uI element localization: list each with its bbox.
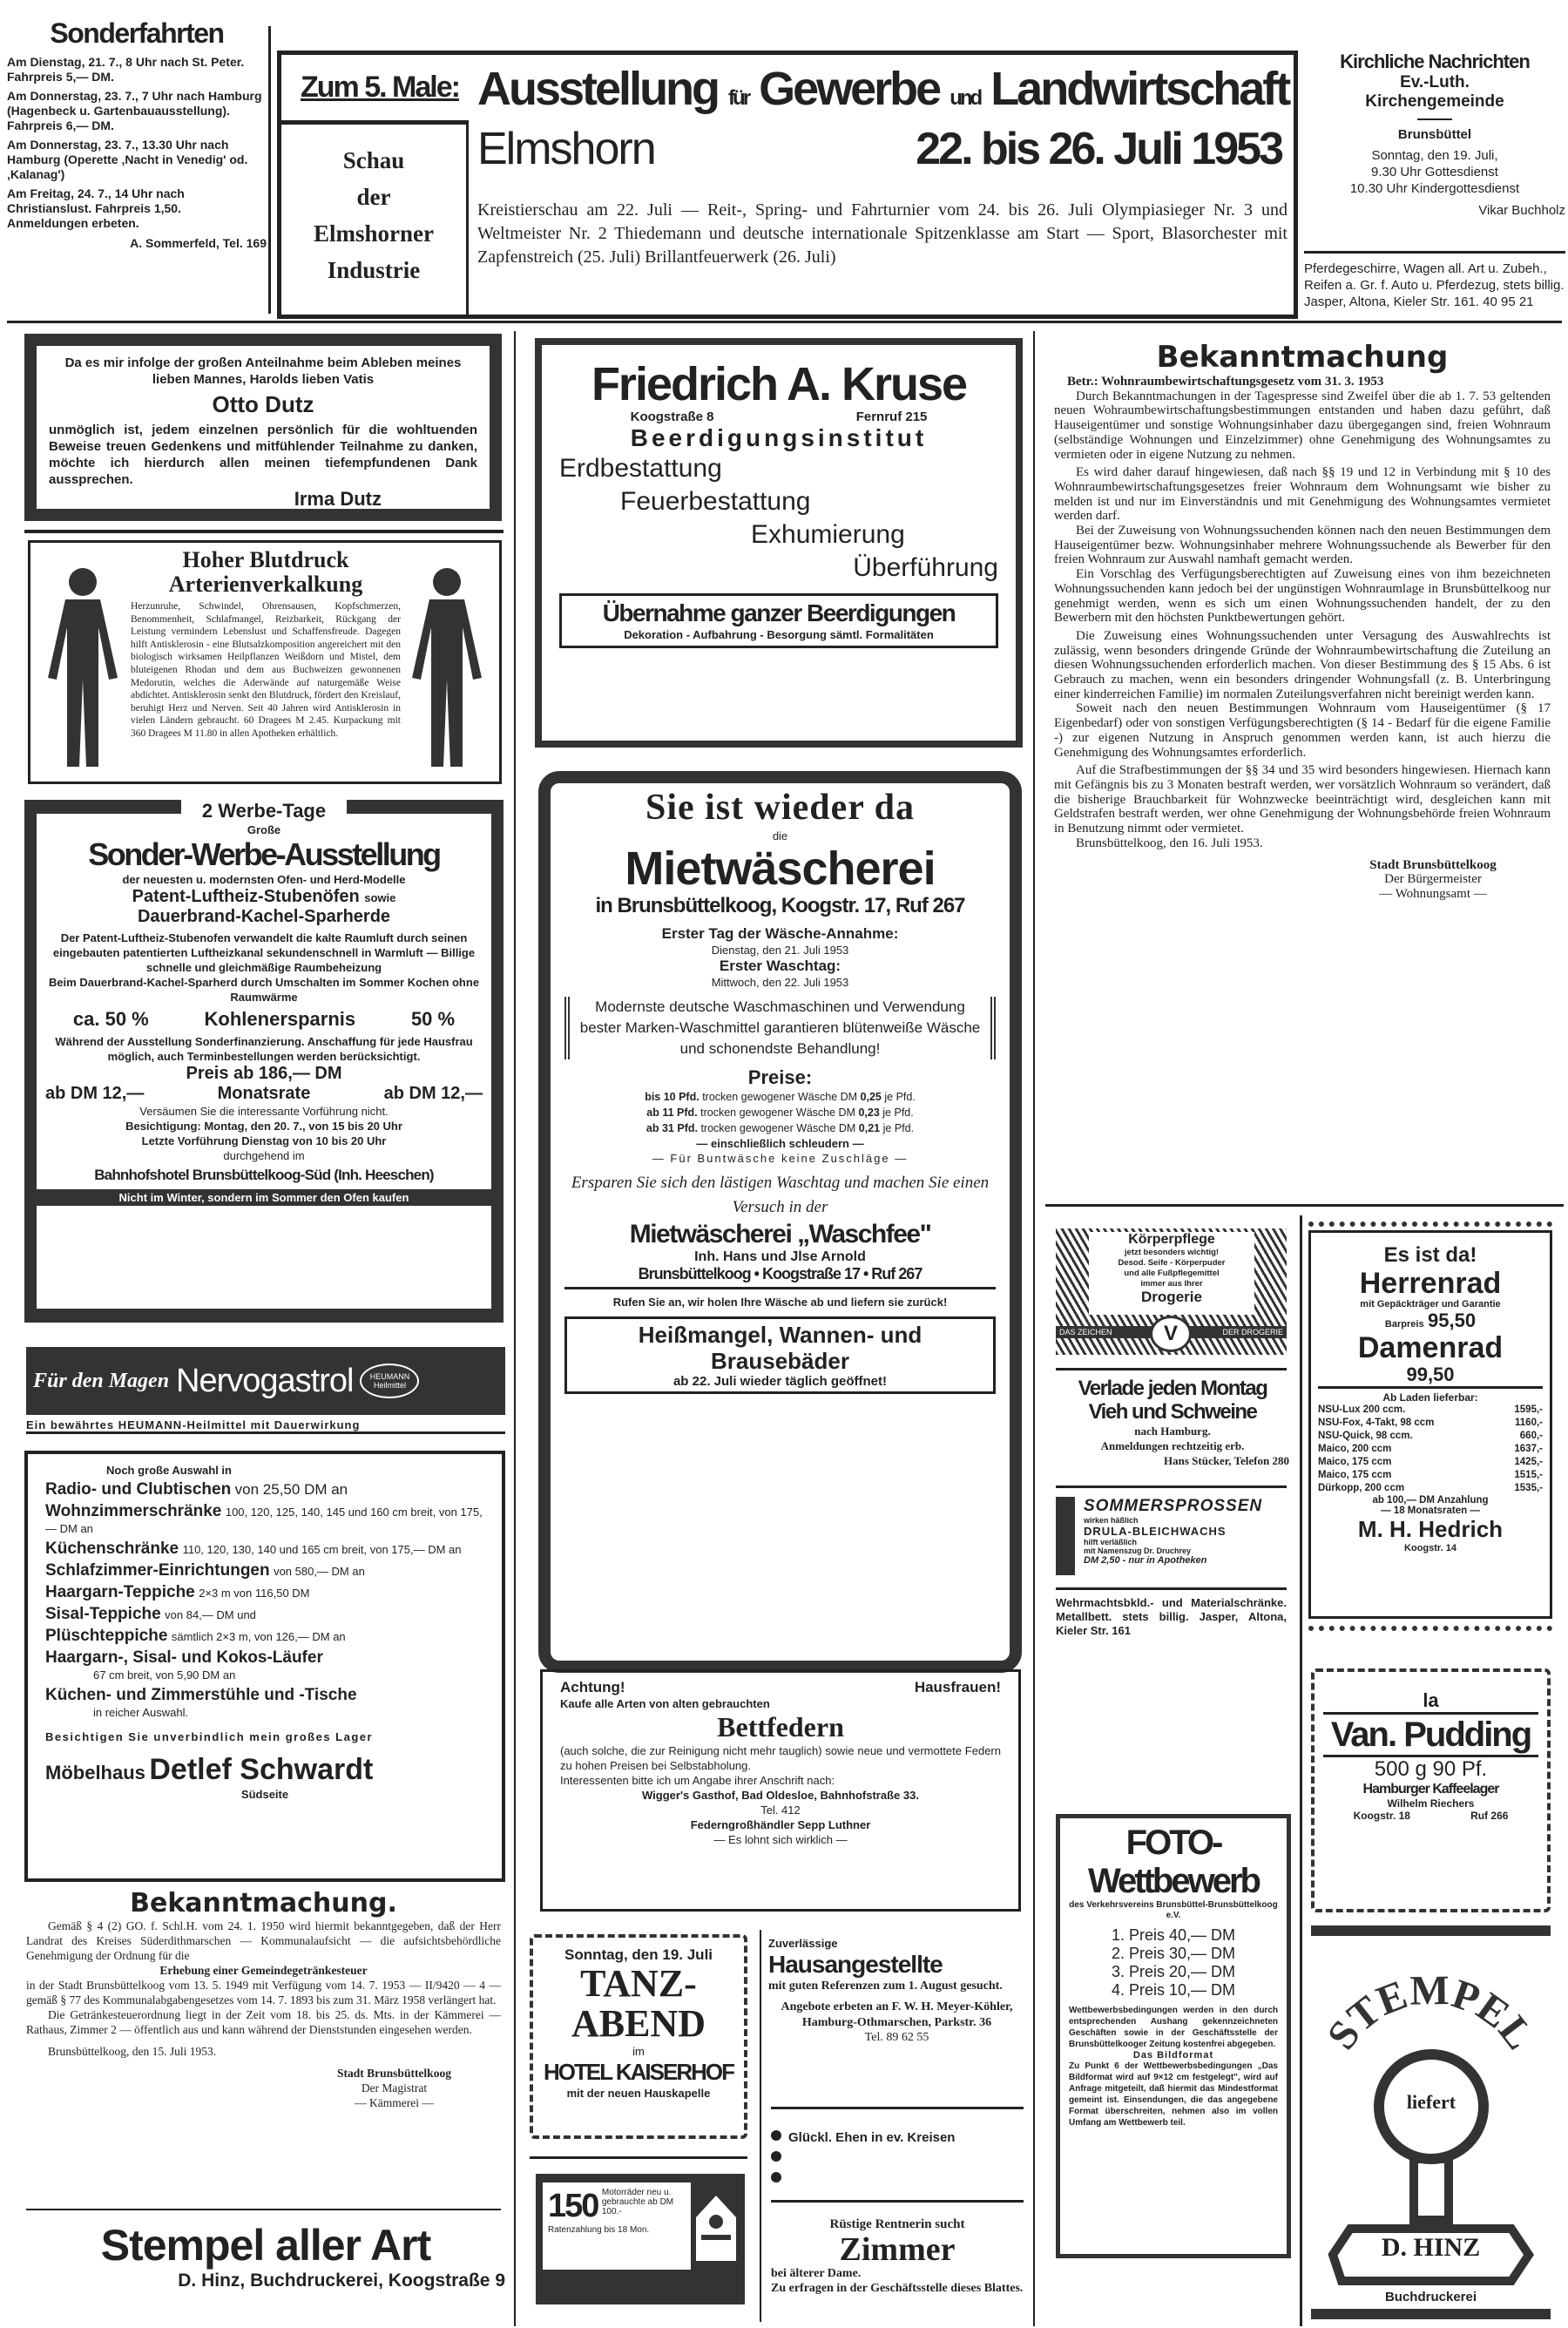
kirche-sign: Vikar Buchholz (1478, 203, 1565, 218)
ad-pudding (1311, 1668, 1551, 1912)
zimmer-text: bei älterer Dame. (771, 2267, 862, 2280)
foto-title: Wettbewerb (1088, 1862, 1259, 1900)
ad-drogerie (1056, 1228, 1287, 1355)
bike-price: 1515,- (1514, 1470, 1543, 1480)
moebel-detail: 110, 120, 130, 140 und 165 cm breit, von 175,— DM an (182, 1543, 462, 1556)
divider (1300, 1215, 1302, 2326)
nervo-brand: Nervogastrol (176, 1362, 354, 1399)
werbe-hotel: Bahnhofshotel Brunsbüttelkoog-Süd (Inh. Heeschen) (94, 1167, 434, 1183)
moebel-item: Wohnzimmerschränke (45, 1502, 222, 1520)
moebel-detail: von 580,— DM an (274, 1565, 365, 1578)
moebel-intro: Noch große Auswahl in (106, 1464, 232, 1477)
notice-paragraph: Ein Vorschlag des Verfügungsberechtigten auf Zuweisung eines von ihm bezeichneten Wohnungssuchenden kann jedoch bei der ungünstigen Wohnraumlage in Brunsbüttelkoog nur genehmigt werden, wenn es sich um einen Wohnungssuchenden handelt, der zu den Bewerbern mit den höchsten Punktbewertungen gehört. (1054, 567, 1551, 626)
ad-zimmer (771, 2217, 1024, 2296)
waesche-modern: Modernste deutsche Waschmaschinen und Verwendung bester Marken-Waschmittel garantieren blütenweiße Wäsche und schonendste Behandlung! (564, 997, 996, 1059)
moebel-item: Radio- und Clubtischen (45, 1480, 232, 1499)
verlade-text: Anmeldungen rechtzeitig erb. (1100, 1439, 1245, 1452)
waesche-die: die (772, 829, 788, 843)
kirche-title: Kirchliche Nachrichten (1340, 51, 1530, 72)
moebel-detail: 100, 120, 125, 140, 145 und 160 cm breit, von 175,— DM an (45, 1506, 483, 1535)
notice-title: Bekanntmachung. (130, 1888, 397, 1919)
schau-line: Elmshorner (314, 220, 434, 247)
title-word: für (728, 86, 749, 110)
ad-motorraeder (536, 2174, 745, 2304)
kruse-tel: Fernruf 215 (855, 409, 928, 424)
title-word: Gewerbe (759, 63, 940, 115)
divider (268, 26, 271, 314)
kruse-institute: Beerdigungsinstitut (630, 424, 928, 451)
bettfedern-right: Hausfrauen! (914, 1679, 1001, 1695)
kirche-place: Brunsbüttel (1397, 127, 1472, 142)
divider (24, 530, 504, 533)
notice-betr: Betr.: Wohnraumbewirtschaftungsgesetz vom 31. 3. 1953 (1067, 375, 1384, 389)
werbe-saving: Kohlenersparnis (204, 1008, 356, 1030)
waesche-name2: Mietwäscherei „Waschfee" (629, 1220, 931, 1249)
trip-item: Am Dienstag, 21. 7., 8 Uhr nach St. Peter. Fahrpreis 5,— DM. (7, 55, 245, 84)
trip-item: Am Freitag, 24. 7., 14 Uhr nach Christianslust. Fahrpreis 1,50. (7, 186, 185, 215)
notice-paragraph: Soweit nach den neuen Bestimmungen Wohnraum vom Hauseigentümer (§ 17 Eigenbedarf) oder von sonstigen Verfügungsberechtigten (§ 14 - Bedarf für die eigene Familie -) zur eigenen Nutzung in Anspruch genommen werden kann, ist auch hierzu die Genehmigung des Wohnungsamtes erforderlich. (1054, 701, 1551, 760)
nervo-left: Für den Magen (33, 1369, 170, 1392)
werbe-note: Besichtigung: Montag, den 20. 7., von 15 bis 20 Uhr (125, 1120, 402, 1133)
ad-kirche (1304, 51, 1565, 219)
foto-text: Wettbewerbsbedingungen werden in den durch entsprechenden Aushang gekennzeichneten Geschäften sowie in der Geschäftsstelle der Brunsbüttelkooger Zeitung kostenfrei abgegeben. (1069, 2006, 1278, 2049)
rad-firm: M. H. Hedrich (1357, 1516, 1504, 1542)
moebel-item: Schlafzimmer-Einrichtungen (45, 1561, 270, 1580)
zimmer-text: Zu erfragen in der Geschäftsstelle dieses Blattes. (771, 2282, 1024, 2295)
title-word: und (950, 86, 981, 110)
kirche-sub: Ev.-Luth. (1400, 73, 1470, 91)
notice-date: Brunsbüttelkoog, den 15. Juli 1953. (48, 2045, 217, 2058)
verlade-title: Verlade jeden Montag (1078, 1377, 1267, 1400)
waesche-label: Erster Waschtag: (719, 958, 841, 974)
werbe-grosse: Große (247, 823, 281, 836)
ad-stempel-aller-art (26, 2220, 505, 2291)
moebel-item: Haargarn-Teppiche (45, 1583, 195, 1601)
rad-anzahlung: ab 100,— DM Anzahlung (1372, 1495, 1489, 1506)
bike-model: Maico, 175 ccm (1318, 1457, 1392, 1467)
bettfedern-title: Bettfedern (717, 1711, 844, 1743)
moebel-detail: von 84,— DM und (165, 1608, 256, 1621)
bettfedern-text: Interessenten bitte ich um Angabe ihrer Anschrift nach: (560, 1774, 835, 1787)
ad-ausstellung (277, 51, 1298, 319)
moebel-item: Küchenschränke (45, 1540, 179, 1558)
rad-damen: Damenrad (1357, 1331, 1504, 1364)
notice-sign: Der Bürgermeister (1384, 872, 1482, 887)
bettfedern-left: Achtung! (560, 1679, 625, 1695)
moebel-detail: 67 cm breit, von 5,90 DM an (93, 1668, 236, 1682)
rad-price: 99,50 (1318, 1364, 1543, 1389)
sommer-title: SOMMERSPROSSEN (1084, 1497, 1263, 1515)
tanz-hotel: HOTEL KAISERHOF (544, 2059, 733, 2085)
body-figure-icon (39, 560, 126, 774)
kirche-line: 10.30 Uhr Kindergottesdienst (1349, 181, 1520, 196)
ad-fotowettbewerb (1056, 1814, 1291, 2258)
divider (771, 2200, 1024, 2203)
notice-sign: Der Magistrat (361, 2081, 428, 2095)
ausstellung-prefix: Zum 5. Male: (301, 71, 459, 104)
kirche-date: Sonntag, den 19. Juli, (1371, 148, 1498, 163)
rad-headline: Es ist da! (1383, 1243, 1477, 1267)
price-weight: ab 11 Pfd. (646, 1106, 698, 1119)
notice-date: Brunsbüttelkoog, den 16. Juli 1953. (1076, 836, 1263, 850)
bike-model: NSU-Lux 200 ccm. (1318, 1404, 1406, 1415)
price-value: 0,21 (858, 1122, 881, 1134)
waesche-badsub: ab 22. Juli wieder täglich geöffnet! (672, 1374, 888, 1389)
sonderfahrten-title: Sonderfahrten (50, 17, 224, 49)
pudding-addr: Koogstr. 18 (1353, 1810, 1410, 1822)
werbe-foot: Nicht im Winter, sondern im Sommer den Ofen kaufen (37, 1189, 491, 1206)
pudding-la: la (1423, 1689, 1439, 1711)
ad-hedrich (1308, 1222, 1552, 1631)
waesche-script: Ersparen Sie sich den lästigen Waschtag und machen Sie einen Versuch in der (571, 1174, 990, 1216)
title-word: Ausstellung (477, 63, 719, 115)
tanz-title: ABEND (571, 2002, 706, 2045)
ad-mietwaescherei (538, 771, 1022, 1673)
kirche-sub: Kirchengemeinde (1365, 92, 1504, 111)
drogerie-label: DAS ZEICHEN (1059, 1328, 1112, 1337)
price-weight: ab 31 Pfd. (645, 1122, 698, 1134)
haus-text: mit guten Referenzen zum 1. August gesucht. (768, 1979, 1003, 1993)
bike-price: 1160,- (1515, 1418, 1543, 1428)
stempel-title: Stempel aller Art (100, 2221, 431, 2270)
moebel-pre: Möbelhaus (45, 1762, 145, 1783)
rad-price: 95,50 (1428, 1310, 1477, 1331)
blutdruck-title: Arterienverkalkung (168, 572, 363, 597)
werbe-rate: ab DM 12,— (45, 1084, 145, 1103)
stamp-sub: Buchdruckerei (1384, 2290, 1477, 2304)
notice-paragraph: Die Getränkesteuerordnung liegt in der Zeit vom 18. bis 25. ds. Mts. in der Kämmerei — Rathaus, Zimmer 2 — öffentlich aus und kann während der Dienststunden eingesehen werden. (26, 2008, 501, 2036)
werbe-sowie: sowie (364, 891, 396, 904)
drogerie-line: Desod. Seife - Körperpuder (1118, 1258, 1226, 1268)
verlade-title: Vieh und Schweine (1088, 1400, 1257, 1424)
moebel-name: Detlef Schwardt (149, 1753, 374, 1786)
ad-pferdegeschirre: Pferdegeschirre, Wagen all. Art u. Zubeh., Reifen a. Gr. f. Auto u. Pferdezug, stets billig. Jasper, Altona, Kieler Str. 161. 40 95 21 (1304, 251, 1565, 310)
schau-line: Industrie (327, 257, 421, 283)
heumann-logo: HEUMANN Heilmittel (360, 1364, 419, 1398)
price-unit: je Pfd. (882, 1106, 914, 1119)
foto-title: FOTO- (1125, 1824, 1221, 1862)
notice-sign: Stadt Brunsbüttelkoog (337, 2067, 451, 2080)
foto-prize: 4. Preis 10,— DM (1111, 1981, 1236, 1999)
notice-wohnraum (1054, 340, 1551, 902)
notice-paragraph: Bei der Zuweisung von Wohnungssuchenden können nach den neuen Bestimmungen dem Hauseigentümer bezw. Wohnungsinhaber mehrere Wohnungssuchende als Bewerber für den freien Wohnraum zur Auswahl namhaft gemacht werden. (1054, 524, 1551, 567)
bettfedern-text: Kaufe alle Arten von alten gebrauchten (560, 1697, 770, 1710)
werbe-rate: Monatsrate (217, 1084, 311, 1103)
blutdruck-body: Herzunruhe, Schwindel, Ohrensausen, Kopfschmerzen, Benommenheit, Schlafmangel, Reizbarkeit, Rückgang der Leistung vermindern Lebenslust und Schaffensfreude. Dagegen hilft Antisklerosin - eine Blutsalzkomposition angereichert mit den biologisch wirksamen Heilpflanzen Weißdorn und Mistel, dem bluteigenen Rhodan und dem aus Buchweizen gewonnenen Medorutin, welches die Aderwände auf naturgemäße Weise abdichtet. Antisklerosin senkt den Blutdruck, fördert den Kreislauf, beruhigt Herz und Nerven. Seit 40 Jahren wird Antisklerosin in vielen Ländern gebraucht. 60 Dragees M 2.45. Kurpackung mit 360 Dragees M 11.80 in allen Apotheken erhältlich. (131, 601, 401, 739)
notice-sign: — Wohnungsamt — (1379, 886, 1487, 901)
price-text: trocken gewogener Wäsche DM (700, 1122, 856, 1134)
divider (1311, 1925, 1551, 1936)
moebel-detail: in reicher Auswahl. (93, 1706, 189, 1719)
divider (514, 331, 516, 2326)
divider (1056, 1485, 1287, 1488)
bike-price: 1637,- (1514, 1444, 1543, 1454)
body-figure-icon (403, 560, 490, 774)
drogerie-title: Körperpflege (1128, 1232, 1215, 1247)
ad-stempel-hinz (1311, 1941, 1551, 2307)
tanz-title: TANZ- (580, 1962, 697, 2005)
haus-pre: Zuverlässige (768, 1937, 838, 1950)
motorrad-text: Motorräder neu u. gebrauchte ab DM 100.- (601, 2188, 674, 2216)
kruse-service: Feuerbestattung (620, 487, 811, 516)
notice-getraenkesteuer (26, 1889, 501, 2110)
waesche-addr: in Brunsbüttelkoog, Koogstr. 17, Ruf 267 (595, 894, 965, 917)
sommer-line: wirken häßlich (1084, 1516, 1139, 1525)
price-text: trocken gewogener Wäsche DM (702, 1091, 858, 1103)
divider (1033, 331, 1035, 2326)
foto-prize: 3. Preis 20,— DM (1111, 1963, 1236, 1980)
moebel-detail: von 25,50 DM an (234, 1481, 348, 1498)
kirche-line: 9.30 Uhr Gottesdienst (1371, 165, 1498, 179)
rad-bar: Barpreis (1384, 1319, 1424, 1330)
waesche-label: Erster Tag der Wäsche-Annahme: (661, 925, 899, 942)
waesche-name: Mietwäscherei (625, 843, 936, 895)
pudding-tel: Ruf 266 (1470, 1810, 1509, 1822)
drogerie-logo-icon: V (1150, 1316, 1192, 1352)
price-value: 0,23 (858, 1106, 880, 1119)
notice-paragraph: Auf die Strafbestimmungen der §§ 34 und 35 wird besonders hingewiesen. Hiernach kann mit Gefängnis bis zu 3 Monaten bestraft werden, wer vorsätzlich Wohnraum so verändert, daß die bisherige Brauchbarkeit für Wohnzwecke beeinträchtigt wird, desgleichen kann mit Geldstrafen bestraft werden, wer ohne Genehmigung der Wohnungsbehörde freien Wohnraum in Benutzung nimmt oder vermietet. (1054, 763, 1551, 836)
dutz-intro: Da es mir infolge der großen Anteilnahme beim Ableben meines lieben Mannes, Harolds lieben Vatis (64, 355, 462, 387)
ad-sonderfahrten (7, 17, 267, 251)
blutdruck-title: Hoher Blutdruck (182, 547, 349, 572)
rad-mit: mit Gepäckträger und Garantie (1360, 1299, 1501, 1310)
divider (530, 2156, 747, 2159)
stamp-arc-text: STEMPEL (1318, 1967, 1544, 2058)
waesche-bad: Heißmangel, Wannen- und Brausebäder (638, 1322, 923, 1374)
price-unit: je Pfd. (884, 1091, 916, 1103)
rad-raten: — 18 Monatsraten — (1381, 1506, 1480, 1516)
ad-moebelhaus (24, 1451, 505, 1882)
ad-bettfedern (540, 1669, 1021, 1912)
werbe-title: Sonder-Werbe-Ausstellung (88, 836, 440, 872)
notice-title: Bekanntmachung (1156, 340, 1449, 375)
notice-sign: — Kämmerei — (355, 2096, 434, 2109)
werbe-desc: Während der Ausstellung Sonderfinanzierung. Anschaffung für jede Hausfrau möglich, auch Terminbestellungen werden berücksichtigt. (55, 1035, 473, 1063)
price-weight: bis 10 Pfd. (645, 1091, 700, 1103)
ad-verlade (1056, 1377, 1289, 1468)
pudding-title: Van. Pudding (1323, 1712, 1538, 1757)
werbe-saving: ca. 50 % (72, 1008, 149, 1030)
kruse-boxsub: Dekoration - Aufbahrung - Besorgung sämtl. Formalitäten (624, 628, 934, 641)
tanz-im: im (632, 2045, 645, 2058)
haus-title: Hausangestellte (768, 1951, 943, 1978)
notice-paragraph: in der Stadt Brunsbüttelkoog vom 13. 5. 1949 mit Verfügung vom 14. 7. 1953 — II/9420 — 4 — gemäß § 77 des Kommunalabgabengesetzes vom 14. 7. 1893 bis zum 31. März 1958 verlängert hat. (26, 1979, 501, 2007)
drogerie-line: und alle Fußpflegemittel (1124, 1269, 1220, 1278)
moebel-cta: Besichtigen Sie unverbindlich mein großes Lager (45, 1730, 374, 1743)
notice-bold: Erhebung einer Gemeindegetränkesteuer (159, 1964, 368, 1977)
ad-hausangestellte (768, 1936, 1025, 2045)
trip-note: Anmeldungen erbeten. (7, 216, 139, 230)
werbe-product: Dauerbrand-Kachel-Sparherde (137, 907, 391, 926)
pudding-price: 500 g 90 Pf. (1374, 1757, 1488, 1781)
ad-nervogastrol (26, 1347, 505, 1443)
werbe-sub: der neuesten u. modernsten Ofen- und Herd-Modelle (122, 873, 406, 886)
schau-box (281, 120, 469, 316)
bettfedern-sign: Federngroßhändler Sepp Luthner (690, 1818, 871, 1831)
bike-model: Maico, 200 ccm (1318, 1444, 1392, 1454)
ausstellung-title (477, 62, 1288, 116)
house-logo-icon (694, 2191, 738, 2261)
werbe-note: Versäumen Sie die interessante Vorführung nicht. (139, 1105, 389, 1118)
svg-text:STEMPEL (1318, 1967, 1543, 2058)
notice-paragraph: Durch Bekanntmachungen in der Tagespresse sind Zweifel über die ab 1. 7. 53 geltenden neuen Wohraumbewirtschaftungsbestimmungen entstanden und haben dazu geführt, daß Hauseigentümer und sonstige Wohnungsinhaber dazu übergegangen sind, freien Wohnraum (selbständige Wohnungen und Einzelzimmer) ohne Genehmigung des Wohnungsamtes zu vermieten oder in eigene Nutzung zu nehmen. (1054, 389, 1551, 462)
schau-line: der (356, 184, 391, 210)
ad-kruse (535, 338, 1023, 748)
moebel-list (45, 1480, 484, 1721)
zimmer-title: Zimmer (839, 2231, 956, 2268)
price-text: trocken gewogener Wäsche DM (700, 1106, 855, 1119)
waesche-date: Dienstag, den 21. Juli 1953 (711, 944, 849, 957)
bike-price: 1535,- (1514, 1483, 1543, 1493)
ausstellung-body: Kreistierschau am 22. Juli — Reit-, Spring- und Fahrturnier vom 24. bis 26. Juli Olympiasieger Nr. 3 und Weltmeister Nr. 2 Thiedemann und deutsche internationale Spitzenklasse am Start — Sport, Blasorchester mit Zapfenstreich (25. Juli) Brillantfeuerwerk (26. Juli) (477, 200, 1288, 267)
dutz-name: Otto Dutz (212, 391, 314, 417)
divider (760, 1930, 761, 2322)
kruse-service: Exhumierung (751, 520, 905, 549)
werbe-note: durchgehend im (223, 1149, 305, 1162)
waesche-headline: Sie ist wieder da (645, 788, 916, 828)
notice-paragraph: Die Zuweisung eines Wohnungssuchenden unter Versagung des Auswahlrechts ist zulässig, wenn besonders dringende Gründe der Wohnraumbewirtschaftung die Zuteilung an diesen Wohnungssuchenden erforderlich machen. Von dieser Bestimmung des § 15 Abs. 6 ist Gebrauch zu machen, wenn ein besonders dringender Wohnungsfall (z. B. Unterbringung einer kinderreichen Familie) im normalen Zuteilungsverfahren nicht bereinigt werden kann. (1054, 628, 1551, 701)
bettfedern-addr: Wigger's Gasthof, Bad Oldesloe, Bahnhofstraße 33. (642, 1789, 919, 1802)
drogerie-label: DER DROGERIE (1222, 1328, 1283, 1337)
moebel-item: Plüschteppiche (45, 1627, 168, 1645)
rad-addr: Koogstr. 14 (1404, 1543, 1456, 1553)
bike-model: Dürkopp, 200 ccm (1318, 1483, 1405, 1493)
haus-addr: Angebote erbeten an F. W. H. Meyer-Köhler, Hamburg-Othmarschen, Parkstr. 36 (781, 2000, 1013, 2029)
ad-werbetage (24, 800, 504, 1323)
waesche-ruf: Rufen Sie an, wir holen Ihre Wäsche ab und liefern sie zurück! (612, 1296, 948, 1309)
kruse-box: Übernahme ganzer Beerdigungen (602, 599, 956, 626)
pudding-firm: Hamburger Kaffeelager (1362, 1782, 1499, 1797)
moebel-item: Sisal-Teppiche (45, 1605, 161, 1623)
divider (771, 2107, 1024, 2109)
ausstellung-city: Elmshorn (477, 124, 655, 174)
sommer-price: DM 2,50 - nur in Apotheken (1084, 1555, 1207, 1566)
kruse-service: Überführung (853, 553, 998, 582)
bettfedern-foot: — Es lohnt sich wirklich — (713, 1833, 848, 1846)
divider (1056, 1368, 1287, 1370)
bike-model: NSU-Quick, 98 ccm. (1318, 1431, 1413, 1441)
werbe-tag: 2 Werbe-Tage (181, 800, 347, 822)
motorrad-raten: Ratenzahlung bis 18 Mon. (548, 2225, 650, 2235)
stempel-sub: D. Hinz, Buchdruckerei, Koogstraße 9 (178, 2270, 505, 2291)
stamp-name: D. HINZ (1381, 2233, 1481, 2262)
foto-sub: des Verkehrsvereins Brunsbüttel-Brunsbüttelkoog e.V. (1069, 1900, 1278, 1920)
ad-tanzabend (530, 1934, 747, 2139)
foto-text: Zu Punkt 6 der Wettbewerbsbedingungen „Das Bildformat wird auf 9×12 cm festgelegt", wird auf Anfrage mitgeteilt, daß hiermit das Mindestformat gemeint ist. Einsendungen, die das angegebene Format überschreiten, nehmen also im vollen Umfang am Wettbewerb teil. (1069, 2061, 1278, 2128)
bike-price: 660,- (1519, 1431, 1543, 1441)
trip-item: Am Donnerstag, 23. 7., 7 Uhr nach Hamburg (Hagenbeck u. Gartenbauausstellung). Fahrpreis 6,— DM. (7, 89, 262, 132)
kruse-name: Friedrich A. Kruse (591, 358, 967, 410)
divider (26, 2209, 501, 2210)
moebel-item: Haargarn-, Sisal- und Kokos-Läufer (45, 1648, 323, 1667)
moebel-detail: sämtlich 2×3 m, von 126,— DM an (171, 1630, 346, 1643)
foto-prize: 2. Preis 30,— DM (1111, 1945, 1236, 1962)
sommer-line: hilft verläßlich (1084, 1538, 1138, 1546)
waesche-owner: Inh. Hans und Jlse Arnold (694, 1249, 866, 1264)
haus-tel: Tel. 89 62 55 (864, 2031, 929, 2044)
notice-sign: Stadt Brunsbüttelkoog (1369, 857, 1497, 872)
bettfedern-text: (auch solche, die zur Reinigung nicht mehr tauglich) sowie neue und vermottete Federn zu hohen Preisen bei Selbstabholung. (560, 1744, 1001, 1772)
tanz-sub: mit der neuen Hauskapelle (566, 2087, 711, 2100)
dutz-sign: Irma Dutz (294, 488, 382, 510)
werbe-saving: 50 % (410, 1008, 456, 1030)
zimmer-pre: Rüstige Rentnerin sucht (829, 2217, 965, 2231)
divider (1311, 2309, 1551, 2319)
stamp-liefert: liefert (1406, 2091, 1456, 2113)
werbe-rate: ab DM 12,— (383, 1084, 483, 1103)
waesche-note: — Für Buntwäsche keine Zuschläge — (652, 1152, 909, 1165)
waesche-addr2: Brunsbüttelkoog • Koogstraße 17 • Ruf 267 (564, 1265, 996, 1289)
waesche-note: — einschließlich schleudern — (696, 1137, 864, 1150)
ad-dutz (24, 334, 502, 521)
bettfedern-tel: Tel. 412 (760, 1804, 801, 1817)
drogerie-line: immer aus Ihrer (1140, 1279, 1203, 1289)
bike-model: NSU-Fox, 4-Takt, 98 ccm (1318, 1418, 1435, 1428)
verlade-text: nach Hamburg. (1134, 1425, 1211, 1438)
rad-laden: Ab Laden lieferbar: (1382, 1391, 1478, 1404)
bike-price: 1595,- (1514, 1404, 1543, 1415)
price-unit: je Pfd. (882, 1122, 915, 1134)
rad-herren: Herrenrad (1359, 1267, 1502, 1300)
sommer-brand: DRULA-BLEICHWACHS (1084, 1525, 1227, 1538)
notice-paragraph: Gemäß § 4 (2) GO. f. Schl.H. vom 24. 1. 1950 wird hiermit bekanntgegeben, daß der Herr Landrat des Kreises Süderdithmarschen — Kommunalaufsicht — die aufsichtsbehördliche Genehmigung der Ordnung für die (26, 1919, 501, 1962)
nervo-tag: Ein bewährtes HEUMANN-Heilmittel mit Dauerwirkung (26, 1418, 505, 1434)
werbe-product: Patent-Luftheiz-Stubenöfen (132, 887, 360, 906)
trip-item: Am Donnerstag, 23. 7., 13.30 Uhr nach Hamburg (Operette ‚Nacht in Venedig' od. ‚Kalanag') (7, 138, 248, 181)
waesche-preise: Preise: (747, 1066, 813, 1088)
schau-line: Schau (342, 147, 405, 173)
trip-sign: A. Sommerfeld, Tel. 169 (130, 236, 267, 250)
waesche-date: Mittwoch, den 22. Juli 1953 (711, 976, 849, 989)
bike-price: 1425,- (1514, 1457, 1543, 1467)
foto-prize: 1. Preis 40,— DM (1111, 1926, 1236, 1944)
dutz-body: unmöglich ist, jedem einzelnen persönlich für die wohltuenden Beweise treuen Gedenkens und mitfühlender Teilnahme zu danken, möchte ich hierdurch allen meinen tiefempfundenen Dank aussprechen. (49, 423, 477, 487)
pudding-owner: Wilhelm Riechers (1387, 1797, 1475, 1810)
drogerie-name: Drogerie (1141, 1289, 1202, 1305)
divider (1056, 1587, 1287, 1590)
motorrad-number: 150 (548, 2188, 598, 2224)
kruse-addr: Koogstraße 8 (630, 409, 714, 424)
ad-ehen: Glückl. Ehen in ev. Kreisen (771, 2130, 1024, 2182)
werbe-note: Letzte Vorführung Dienstag von 10 bis 20 Uhr (141, 1134, 387, 1147)
divider (7, 321, 1562, 323)
foto-heading: Das Bildformat (1132, 2050, 1214, 2061)
moebel-item: Küchen- und Zimmerstühle und -Tische (45, 1686, 357, 1704)
werbe-price: Preis ab 186,— DM (186, 1064, 342, 1083)
verlade-text: Hans Stücker, Telefon 280 (1164, 1454, 1289, 1467)
price-value: 0,25 (860, 1091, 882, 1103)
bike-model: Maico, 175 ccm (1318, 1470, 1392, 1480)
sommer-line: mit Namenszug Dr. Druchrey (1084, 1546, 1192, 1555)
tanz-date: Sonntag, den 19. Juli (564, 1946, 713, 1963)
werbe-desc: Der Patent-Luftheiz-Stubenofen verwandelt die kalte Raumluft durch seinen eingebauten patentierten Luftheizkanal sekundenschnell in Warmluft — Billige schnelle und gleichmäßige Raumbeheizung (52, 931, 476, 974)
notice-paragraph: Es wird daher darauf hingewiesen, daß nach §§ 19 und 12 in Verbindung mit § 10 des Wohnraumbewirtschaftungsgesetzes freier Wohnraum dem Wohnungsamt wie bisher zu melden ist und nur im Einverständnis und mit Genehmigung des Wohnungsamtes vermietet werden darf. (1054, 465, 1551, 524)
kruse-service: Erdbestattung (559, 454, 722, 483)
werbe-desc: Beim Dauerbrand-Kachel-Sparherd durch Umschalten im Sommer Kochen ohne Raumwärme (48, 976, 480, 1004)
drogerie-line: jetzt besonders wichtig! (1124, 1248, 1220, 1257)
ad-sommersprossen (1056, 1497, 1289, 1575)
ad-blutdruck (28, 540, 502, 784)
divider (1045, 1204, 1564, 1207)
ausstellung-dates: 22. bis 26. Juli 1953 (916, 124, 1281, 174)
title-word: Landwirtschaft (990, 63, 1289, 115)
moebel-loc: Südseite (240, 1788, 289, 1801)
moebel-detail: 2×3 m von 116,50 DM (199, 1587, 310, 1600)
ad-wehrmacht: Wehrmachtsbkld.- und Materialschränke. Metallbett. stets billig. Jasper, Altona, Kieler Str. 161 (1056, 1596, 1287, 1637)
